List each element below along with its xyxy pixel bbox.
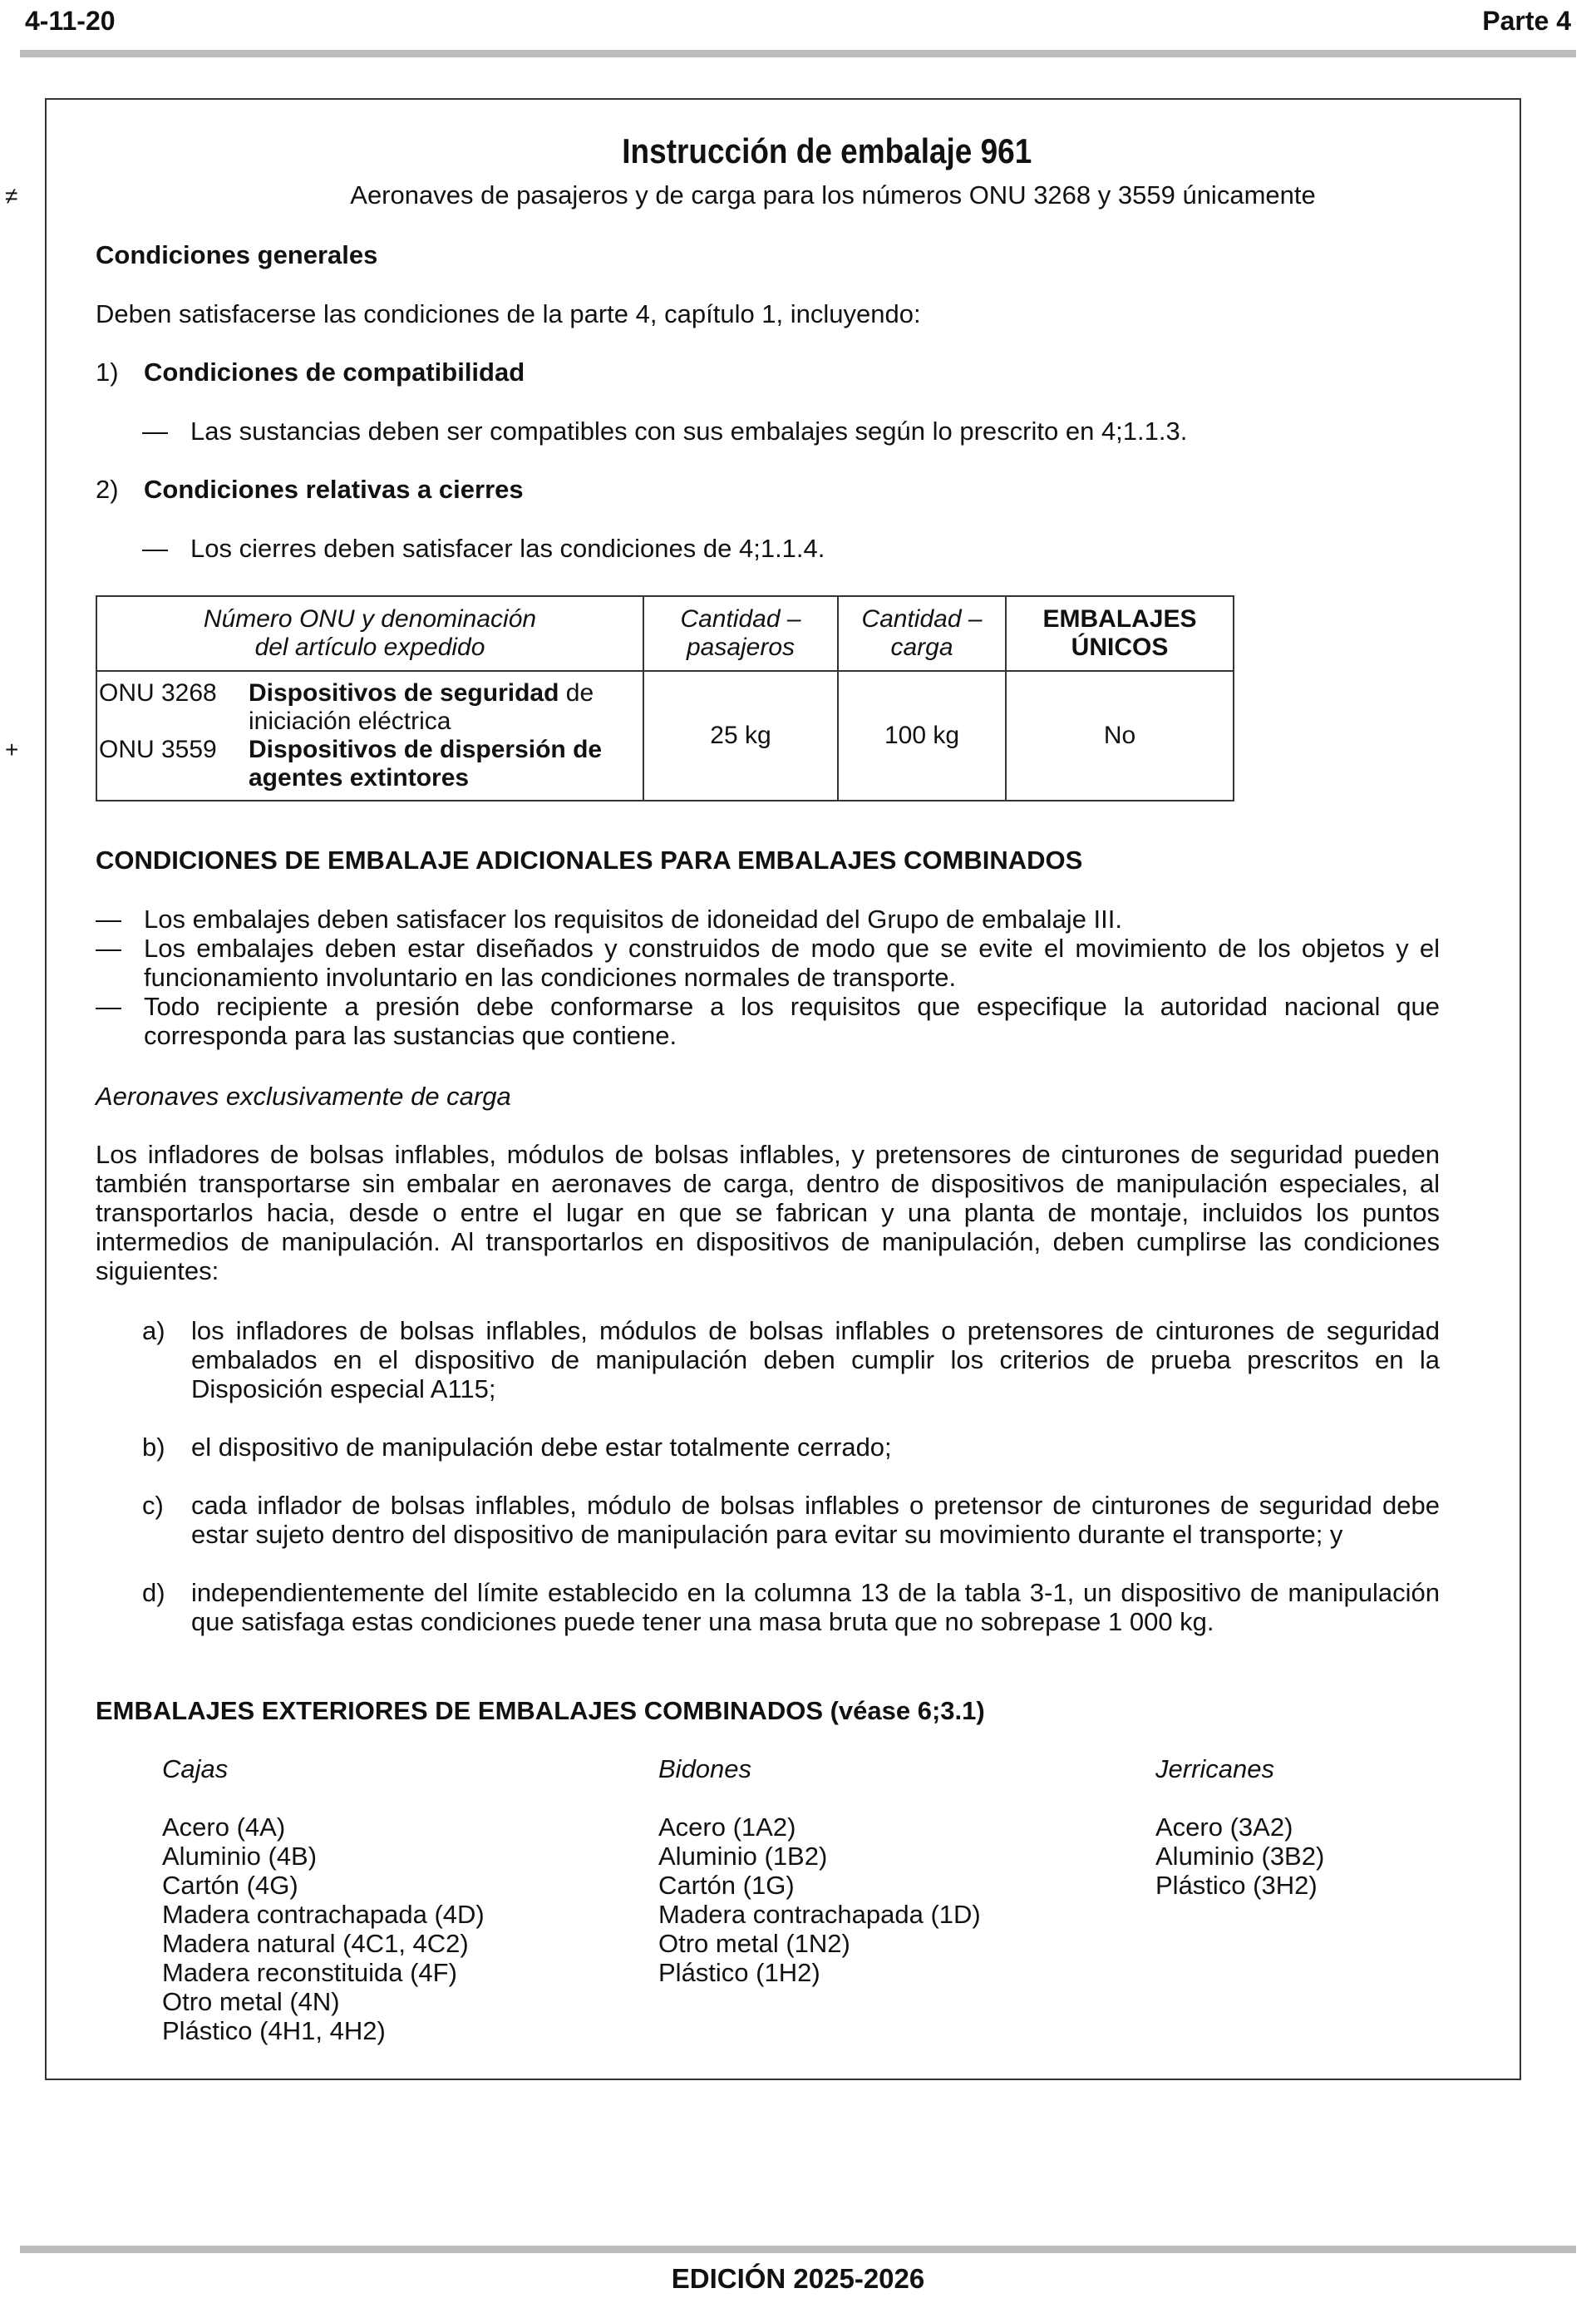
text-line: del artículo expedido	[254, 634, 485, 661]
cargo-conditions	[142, 1316, 1440, 1636]
list-item: Madera contrachapada (4D)	[162, 1900, 485, 1929]
list-item: Aluminio (1B2)	[658, 1842, 828, 1871]
list-item	[96, 992, 1440, 1050]
part-label: Parte 4	[1482, 6, 1571, 36]
column-title: Bidones	[658, 1754, 752, 1783]
text-line: Dispositivos de seguridad	[249, 679, 559, 707]
list-item: Cartón (4G)	[162, 1871, 298, 1900]
dash: —	[142, 417, 168, 446]
list-marker: —	[96, 905, 121, 934]
un-entries-cell	[96, 671, 643, 801]
header-rule	[20, 50, 1576, 57]
condition-heading: Condiciones relativas a cierres	[144, 475, 524, 504]
outer-packagings-heading: EMBALAJES EXTERIORES DE EMBALAJES COMBINADOS (véase 6;3.1)	[96, 1696, 985, 1725]
condition-heading: Condiciones de compatibilidad	[144, 358, 525, 387]
cargo-heading: Aeronaves exclusivamente de carga	[96, 1082, 511, 1111]
list-item: Aluminio (3B2)	[1155, 1842, 1325, 1871]
list-item: Cartón (1G)	[658, 1871, 795, 1900]
un-name	[249, 736, 643, 792]
table-row	[97, 736, 643, 792]
general-intro: Deben satisfacerse las condiciones de la parte 4, capítulo 1, incluyendo:	[96, 299, 921, 328]
condition-1	[96, 358, 525, 387]
list-item: Aluminio (4B)	[162, 1842, 318, 1871]
footer-rule	[20, 2246, 1576, 2253]
header-un-number	[96, 596, 643, 671]
text-line: Los embalajes deben estar diseñados y construidos de modo que se evite el movimiento de los objetos y el funcionamiento involuntario en las condiciones normales de transporte.	[144, 934, 1440, 992]
additional-heading: CONDICIONES DE EMBALAJE ADICIONALES PARA EMBALAJES COMBINADOS	[96, 846, 1083, 875]
list-item: Acero (3A2)	[1155, 1812, 1293, 1842]
list-item: Plástico (3H2)	[1155, 1871, 1318, 1900]
list-item: Madera reconstituida (4F)	[162, 1958, 457, 1987]
header-qty-passenger	[643, 596, 838, 671]
column-title: Cajas	[162, 1754, 229, 1783]
cargo-paragraph: Los infladores de bolsas inflables, módulos de bolsas inflables, y pretensores de cinturones de seguridad pueden también transportarse sin embalar en aeronaves de carga, dentro de dispositivos de manipulación especiales, al transportarlos hacia, desde o entre el lugar en que se fabrican y una planta de montaje, incluidos los puntos intermedios de manipulación. Al transportarlos en dispositivos de manipulación, deben cumplirse las condiciones siguientes:	[96, 1140, 1440, 1285]
condition-number: 1)	[96, 358, 119, 387]
dash: —	[142, 534, 168, 563]
page-subtitle: Aeronaves de pasajeros y de carga para los números ONU 3268 y 3559 únicamente	[350, 180, 1316, 210]
list-marker: d)	[142, 1578, 165, 1607]
un-number-table	[96, 595, 1234, 801]
change-mark-not-equal: ≠	[5, 183, 18, 209]
text-line: Cantidad –	[680, 605, 801, 633]
column-boxes	[162, 1754, 485, 2045]
text-line: cada inflador de bolsas inflables, módulo de bolsas inflables o pretensor de cinturones de seguridad debe estar sujeto dentro del dispositivo de manipulación para evitar su movimiento durante el transporte; y	[191, 1491, 1440, 1549]
general-heading: Condiciones generales	[96, 240, 378, 269]
single-packagings-value: No	[1006, 671, 1234, 801]
additional-list	[96, 905, 1440, 1050]
text-line: Los embalajes deben satisfacer los requisitos de idoneidad del Grupo de embalaje III.	[144, 905, 1123, 934]
text-line: los infladores de bolsas inflables, módulos de bolsas inflables o pretensores de cinturones de seguridad embalados en el dispositivo de manipulación deben cumplir los criterios de prueba prescritos en la Disposición especial A115;	[191, 1316, 1440, 1403]
header-single-packagings	[1006, 596, 1234, 671]
text-line: Cantidad –	[861, 605, 983, 633]
list-item	[96, 934, 1440, 992]
condition-2	[96, 475, 524, 504]
list-item	[96, 905, 1440, 934]
text-line: ÚNICOS	[1071, 634, 1169, 661]
column-title: Jerricanes	[1155, 1754, 1274, 1783]
text-line: Dispositivos de dispersión de agentes extintores	[249, 736, 603, 792]
text-line: carga	[890, 634, 953, 661]
page-title: Instrucción de embalaje 961	[622, 131, 1032, 170]
list-item: Acero (4A)	[162, 1812, 286, 1842]
edition-footer: EDICIÓN 2025-2026	[671, 2263, 925, 2294]
column-drums	[658, 1754, 981, 1987]
list-item: Otro metal (1N2)	[658, 1929, 850, 1958]
list-item	[142, 1433, 1440, 1462]
column-jerricans	[1155, 1754, 1324, 1900]
list-marker: a)	[142, 1316, 165, 1345]
qty-cargo-value: 100 kg	[838, 671, 1006, 801]
list-item: Madera contrachapada (1D)	[658, 1900, 981, 1929]
list-item: Acero (1A2)	[658, 1812, 796, 1842]
list-marker: c)	[142, 1491, 164, 1520]
list-item: Otro metal (4N)	[162, 1987, 340, 2016]
list-marker: —	[96, 934, 121, 963]
table-row	[97, 679, 643, 736]
condition-text: Las sustancias deben ser compatibles con sus embalajes según lo prescrito en 4;1.1.3.	[190, 417, 1188, 446]
un-code: ONU 3268	[99, 679, 217, 707]
page-date: 4-11-20	[25, 6, 116, 36]
list-item: Plástico (4H1, 4H2)	[162, 2016, 386, 2045]
list-item: Madera natural (4C1, 4C2)	[162, 1929, 469, 1958]
condition-text: Los cierres deben satisfacer las condiciones de 4;1.1.4.	[190, 534, 825, 563]
text-line: Todo recipiente a presión debe conformarse a los requisitos que especifique la autoridad nacional que corresponda para las sustancias que contiene.	[144, 992, 1440, 1050]
header-qty-cargo	[838, 596, 1006, 671]
list-item: Plástico (1H2)	[658, 1958, 820, 1987]
text-line: EMBALAJES	[1042, 605, 1197, 633]
packing-instruction-frame	[45, 98, 1521, 2080]
text-line: independientemente del límite establecido en la columna 13 de la tabla 3-1, un dispositivo de manipulación que satisfaga estas condiciones puede tener una masa bruta que no sobrepase 1 000 kg.	[191, 1578, 1440, 1636]
text-line: de iniciación eléctrica	[249, 679, 594, 735]
condition-1-detail	[142, 417, 1187, 446]
un-name	[249, 679, 643, 736]
text-line: el dispositivo de manipulación debe estar totalmente cerrado;	[191, 1433, 892, 1462]
change-mark-plus: +	[5, 737, 19, 762]
list-item	[142, 1316, 1440, 1403]
text-line: Número ONU y denominación	[203, 605, 537, 633]
list-item	[142, 1491, 1440, 1549]
condition-number: 2)	[96, 475, 119, 504]
qty-passenger-value: 25 kg	[643, 671, 838, 801]
list-marker: b)	[142, 1433, 165, 1462]
un-code: ONU 3559	[99, 736, 217, 763]
list-marker: —	[96, 992, 121, 1021]
list-item	[142, 1578, 1440, 1636]
condition-2-detail	[142, 534, 825, 563]
text-line: pasajeros	[686, 634, 796, 661]
